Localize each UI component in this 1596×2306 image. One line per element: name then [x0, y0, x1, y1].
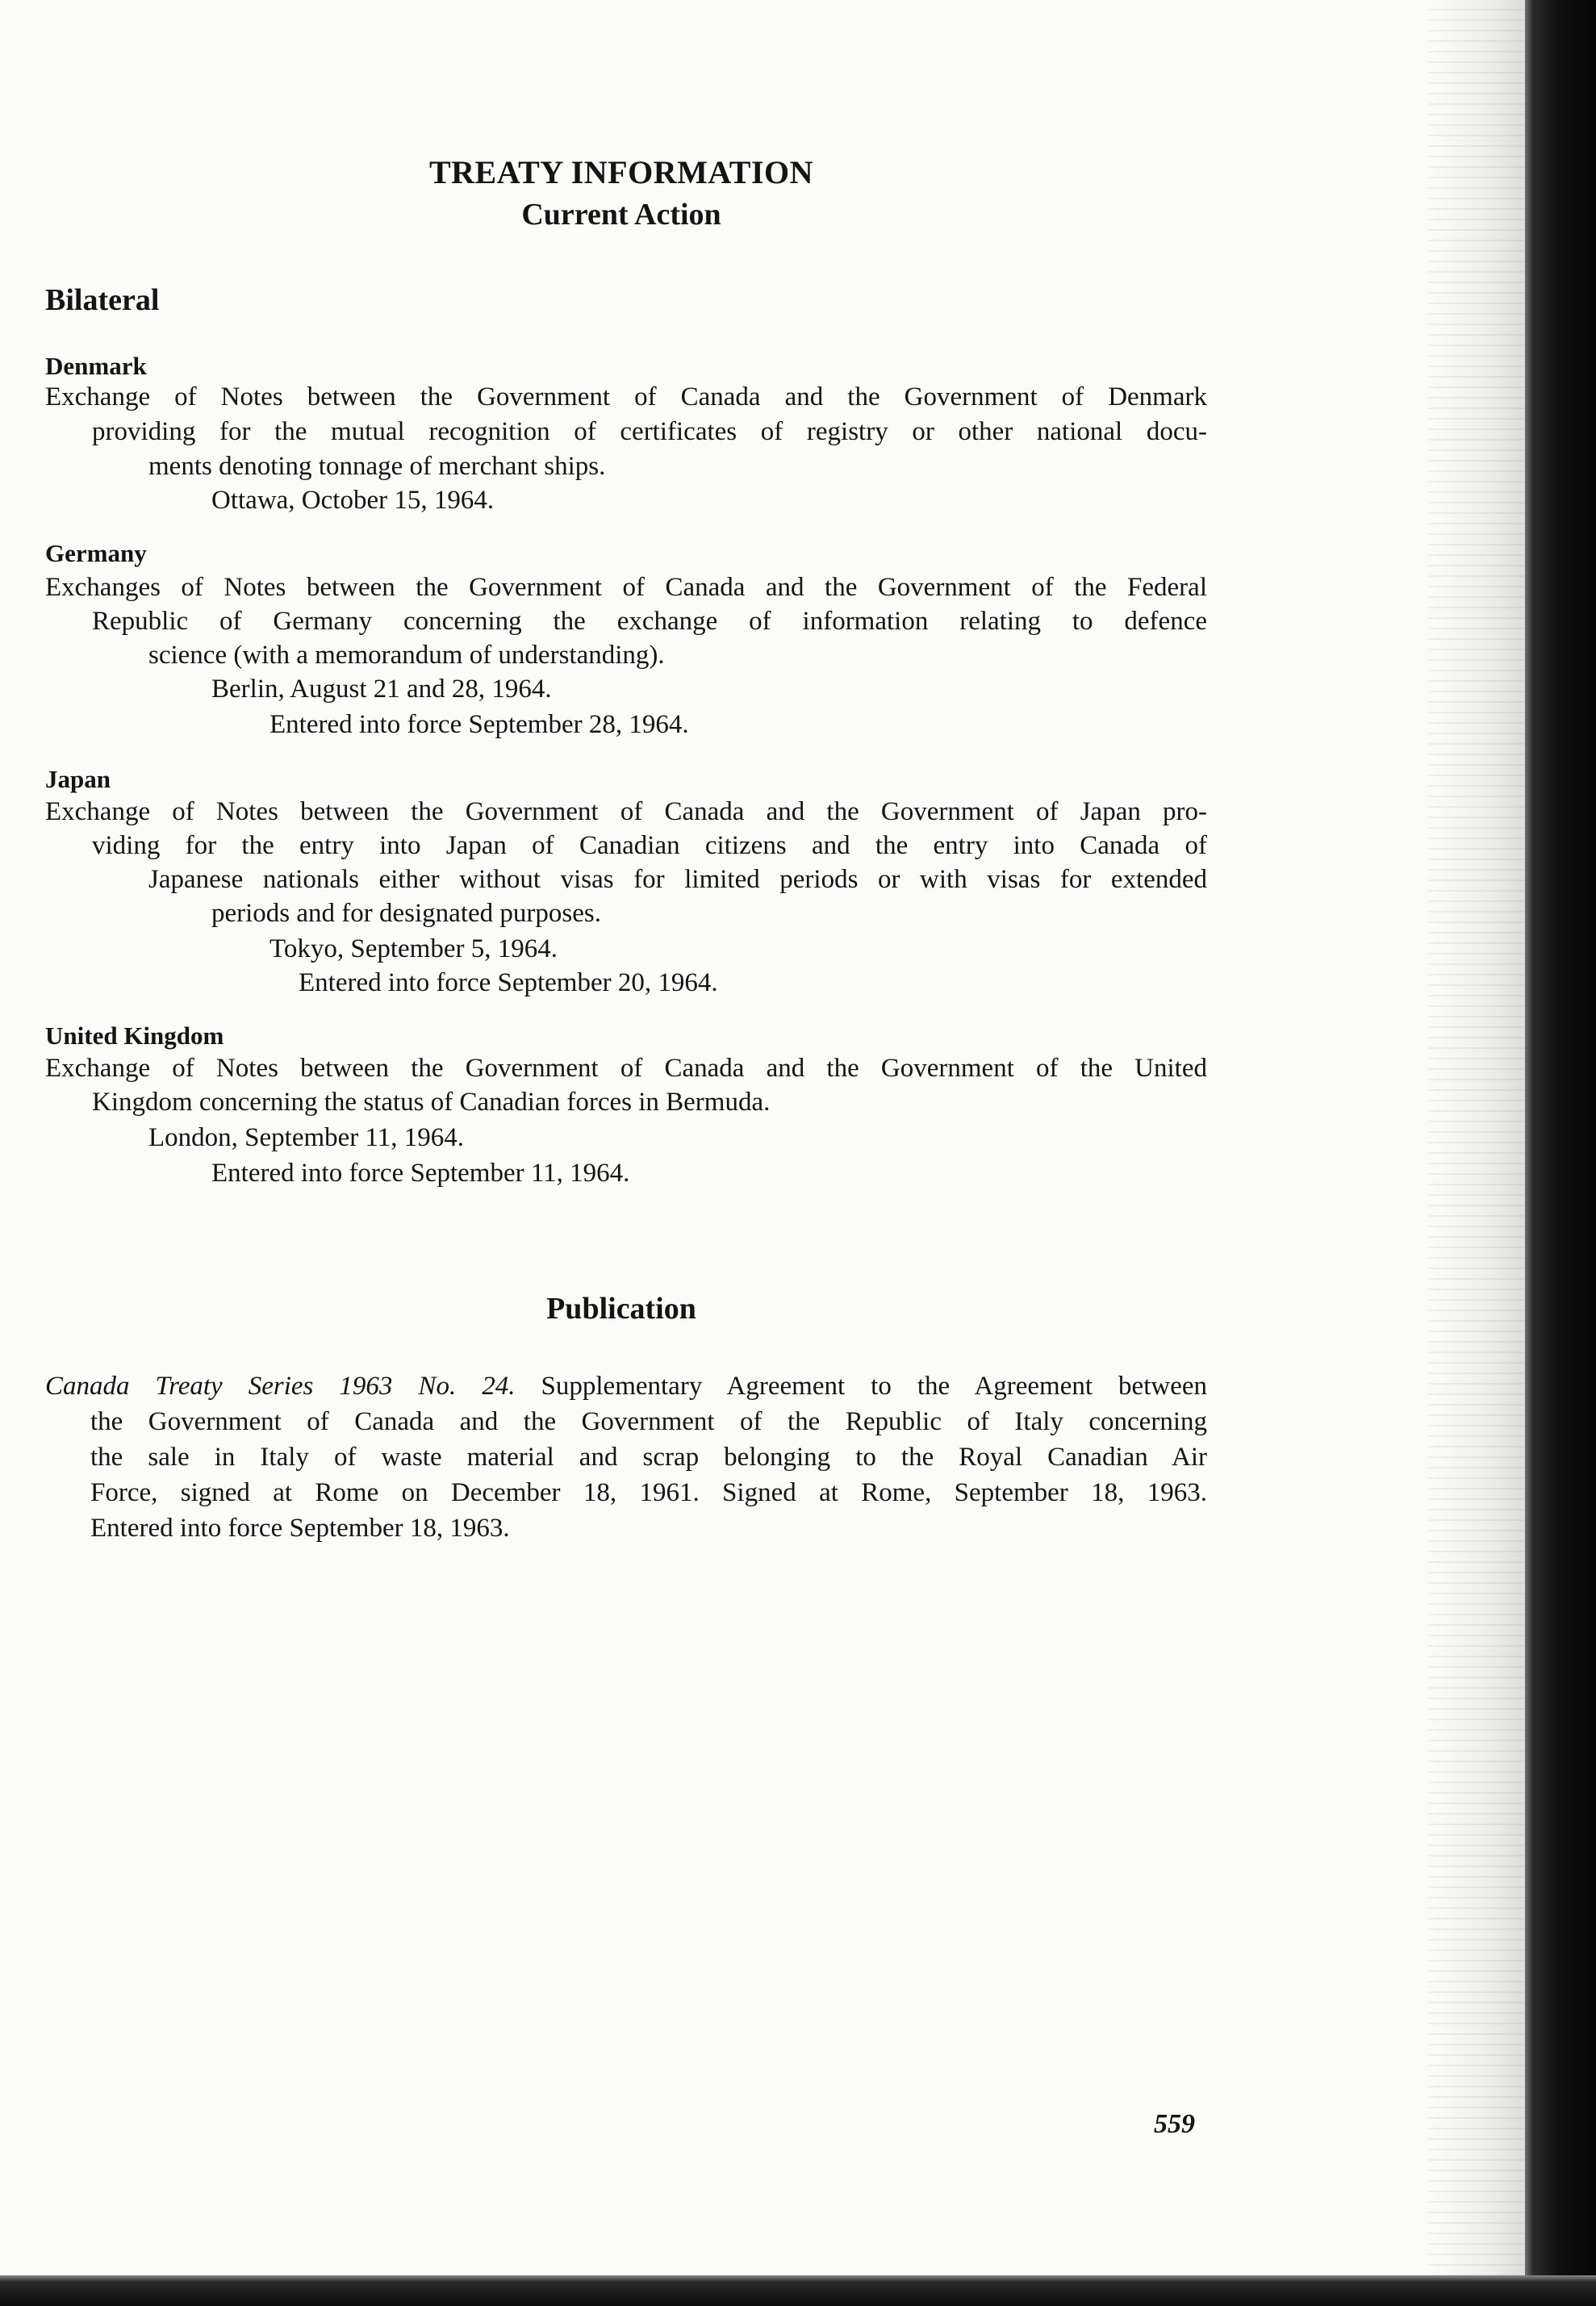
treaty-text-line: Kingdom concerning the status of Canadian forces in Bermuda.	[92, 1088, 771, 1117]
treaty-text-line: ments denoting tonnage of merchant ships.	[148, 452, 606, 481]
treaty-text-line: Exchange of Notes between the Government of Canada and the Government of Denmark	[45, 382, 1207, 411]
treaty-text-line: Exchange of Notes between the Government of Canada and the Government of the United	[45, 1054, 1207, 1083]
treaty-place-date: Berlin, August 21 and 28, 1964.	[211, 675, 552, 704]
scan-edge-bottom	[0, 2275, 1596, 2306]
treaty-text-line: science (with a memorandum of understanding).	[148, 641, 665, 670]
treaty-text-line: Japanese nationals either without visas for limited periods or with visas for extended	[148, 865, 1207, 894]
treaty-text-line: Republic of Germany concerning the exchange of information relating to defence	[92, 607, 1207, 636]
country-heading-united-kingdom: United Kingdom	[45, 1021, 224, 1050]
treaty-in-force: Entered into force September 20, 1964.	[299, 968, 718, 997]
treaty-in-force: Entered into force September 11, 1964.	[211, 1159, 630, 1188]
publication-text: Supplementary Agreement to the Agreement between	[541, 1372, 1207, 1401]
country-heading-japan: Japan	[45, 765, 111, 793]
treaty-text-line: Exchanges of Notes between the Government of Canada and the Government of the Federal	[45, 573, 1207, 602]
treaty-place-date: Tokyo, September 5, 1964.	[269, 934, 558, 963]
country-heading-denmark: Denmark	[45, 352, 147, 380]
publication-series-reference: Canada Treaty Series 1963 No. 24.	[45, 1372, 516, 1401]
treaty-place-date: London, September 11, 1964.	[148, 1123, 465, 1152]
scan-edge-right	[1525, 0, 1596, 2306]
country-heading-germany: Germany	[45, 539, 147, 567]
section-heading-bilateral: Bilateral	[45, 283, 160, 317]
publication-text-line: Entered into force September 18, 1963.	[90, 1514, 510, 1543]
publication-first-line	[45, 1372, 1207, 1402]
treaty-text-line: viding for the entry into Japan of Canadian citizens and the entry into Canada of	[92, 831, 1207, 860]
page-subtitle: Current Action	[521, 198, 721, 232]
publication-text-line: the Government of Canada and the Government of the Republic of Italy concerning	[90, 1407, 1207, 1436]
treaty-place-date: Ottawa, October 15, 1964.	[211, 486, 495, 515]
publication-text-line: the sale in Italy of waste material and scrap belonging to the Royal Canadian Air	[90, 1443, 1207, 1472]
treaty-text-line: Exchange of Notes between the Government of Canada and the Government of Japan pro-	[45, 797, 1207, 826]
treaty-text-line: providing for the mutual recognition of certificates of registry or other national docu-	[92, 417, 1207, 446]
section-heading-publication: Publication	[546, 1292, 696, 1326]
treaty-in-force: Entered into force September 28, 1964.	[269, 710, 689, 739]
publication-text-line: Force, signed at Rome on December 18, 1961. Signed at Rome, September 18, 1963.	[90, 1478, 1207, 1507]
scan-gutter-shadow	[1428, 0, 1525, 2275]
page-number: 559	[1154, 2109, 1195, 2139]
page-title: TREATY INFORMATION	[428, 154, 814, 190]
treaty-text-line: periods and for designated purposes.	[211, 899, 601, 928]
